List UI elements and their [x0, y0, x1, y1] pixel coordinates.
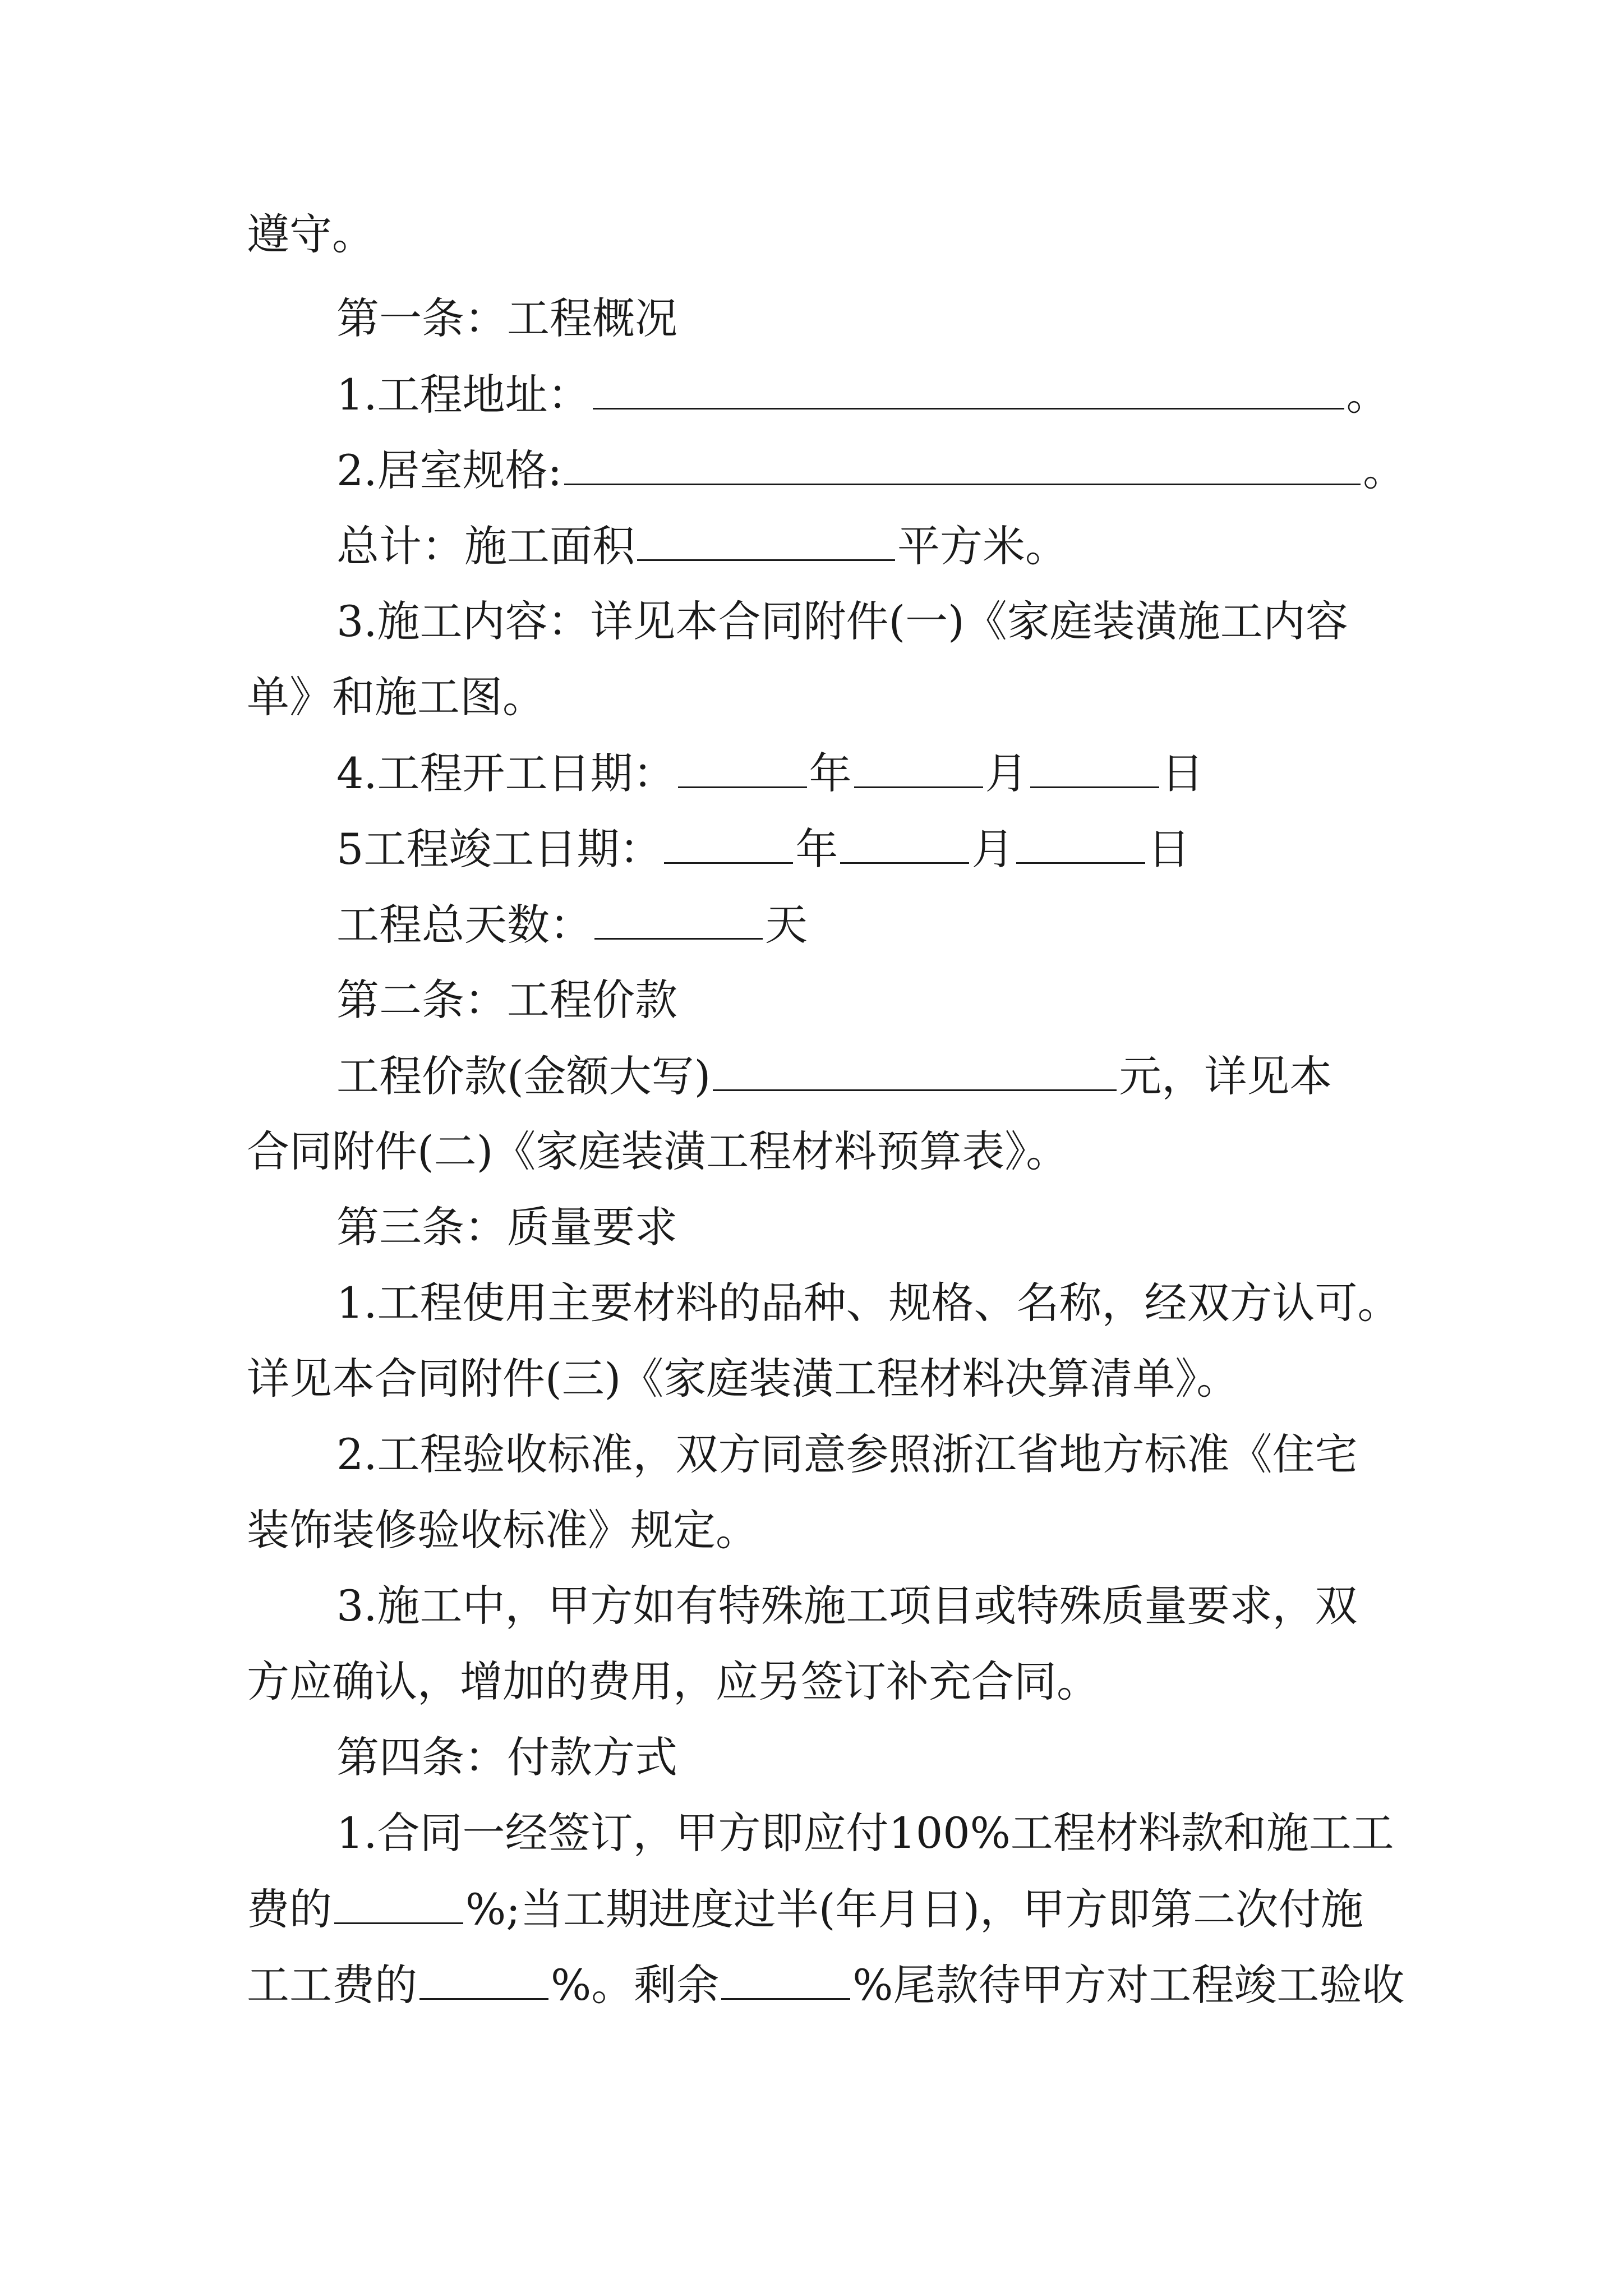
text: 平方米。 [897, 521, 1068, 571]
text: 日 [1147, 824, 1191, 874]
text: 第三条：质量要求 [336, 1202, 677, 1252]
total-days-line [336, 900, 808, 950]
paragraph-line [336, 1808, 1394, 1858]
text: 工程总天数： [336, 900, 592, 950]
fill-blank [637, 524, 895, 561]
text: 4.工程开工日期： [336, 748, 676, 798]
article-1-heading [336, 293, 677, 343]
text: 2.工程验收标准，双方同意参照浙江省地方标准《住宅 [336, 1429, 1358, 1479]
paragraph-line [336, 1429, 1358, 1479]
text: 合同附件(二)《家庭装潢工程材料预算表》。 [247, 1126, 1069, 1176]
fill-blank [664, 827, 793, 864]
text: 总计：施工面积 [336, 521, 635, 571]
fill-blank [713, 1055, 1117, 1091]
paragraph-line [336, 1581, 1358, 1631]
text: 费的 [247, 1884, 332, 1934]
article-4-heading [336, 1732, 677, 1782]
fill-blank [593, 373, 1344, 409]
fill-blank [854, 752, 983, 788]
paragraph-line [336, 1278, 1400, 1328]
text: 。 [1363, 445, 1406, 495]
text: 月 [985, 748, 1028, 798]
text: %;当工期进度过半(年月日)，甲方即第二次付施 [465, 1884, 1364, 1934]
project-price-line [336, 1051, 1332, 1101]
text: 方应确认，增加的费用，应另签订补充合同。 [247, 1657, 1099, 1706]
text: 工程价款(金额大写) [336, 1051, 711, 1101]
text: 3.施工内容：详见本合同附件(一)《家庭装潢施工内容 [336, 596, 1348, 646]
text: 第一条：工程概况 [336, 293, 677, 343]
text: 月 [971, 824, 1015, 874]
paragraph-line [247, 1505, 758, 1555]
text: 年 [795, 824, 838, 874]
start-date-line [336, 748, 1204, 798]
payment-percent-line [247, 1884, 1364, 1934]
fill-blank [721, 1963, 850, 2000]
text: 工工费的 [247, 1960, 417, 2010]
payment-remainder-line [247, 1960, 1405, 2010]
text: 元，详见本 [1119, 1051, 1332, 1101]
text: 1.合同一经签订，甲方即应付100%工程材料款和施工工 [336, 1808, 1394, 1858]
text: 详见本合同附件(三)《家庭装潢工程材料决算清单》。 [247, 1354, 1239, 1404]
text: 单》和施工图。 [247, 672, 545, 722]
text: 2.居室规格: [336, 445, 562, 495]
paragraph-line [247, 1354, 1239, 1404]
text: 1.工程地址： [336, 370, 591, 420]
paragraph-line [247, 1126, 1069, 1176]
text: 。 [1346, 370, 1389, 420]
text: 装饰装修验收标准》规定。 [247, 1505, 758, 1555]
paragraph-line [336, 596, 1348, 646]
fill-blank [594, 903, 763, 940]
project-address-line [336, 370, 1389, 420]
construction-area-line [336, 521, 1068, 571]
text: 1.工程使用主要材料的品种、规格、名称，经双方认可。 [336, 1278, 1400, 1328]
text: %尾款待甲方对工程竣工验收 [852, 1960, 1405, 2010]
paragraph-line [247, 672, 545, 722]
text: 5工程竣工日期： [336, 824, 662, 874]
text: 年 [809, 748, 852, 798]
paragraph-line [247, 1657, 1099, 1706]
text: 日 [1161, 748, 1204, 798]
fill-blank [1016, 827, 1145, 864]
paragraph-line [247, 209, 375, 259]
fill-blank [334, 1888, 463, 1924]
fill-blank [419, 1963, 548, 2000]
text: 遵守。 [247, 209, 375, 259]
fill-blank [840, 827, 969, 864]
text: 3.施工中，甲方如有特殊施工项目或特殊质量要求，双 [336, 1581, 1358, 1631]
text: %。剩余 [551, 1960, 720, 2010]
text: 第四条：付款方式 [336, 1732, 677, 1782]
text: 第二条：工程价款 [336, 975, 677, 1025]
text: 天 [765, 900, 808, 950]
article-2-heading [336, 975, 677, 1025]
fill-blank [564, 449, 1361, 485]
fill-blank [1030, 752, 1159, 788]
article-3-heading [336, 1202, 677, 1252]
room-spec-line [336, 445, 1406, 495]
completion-date-line [336, 824, 1191, 874]
fill-blank [678, 752, 807, 788]
